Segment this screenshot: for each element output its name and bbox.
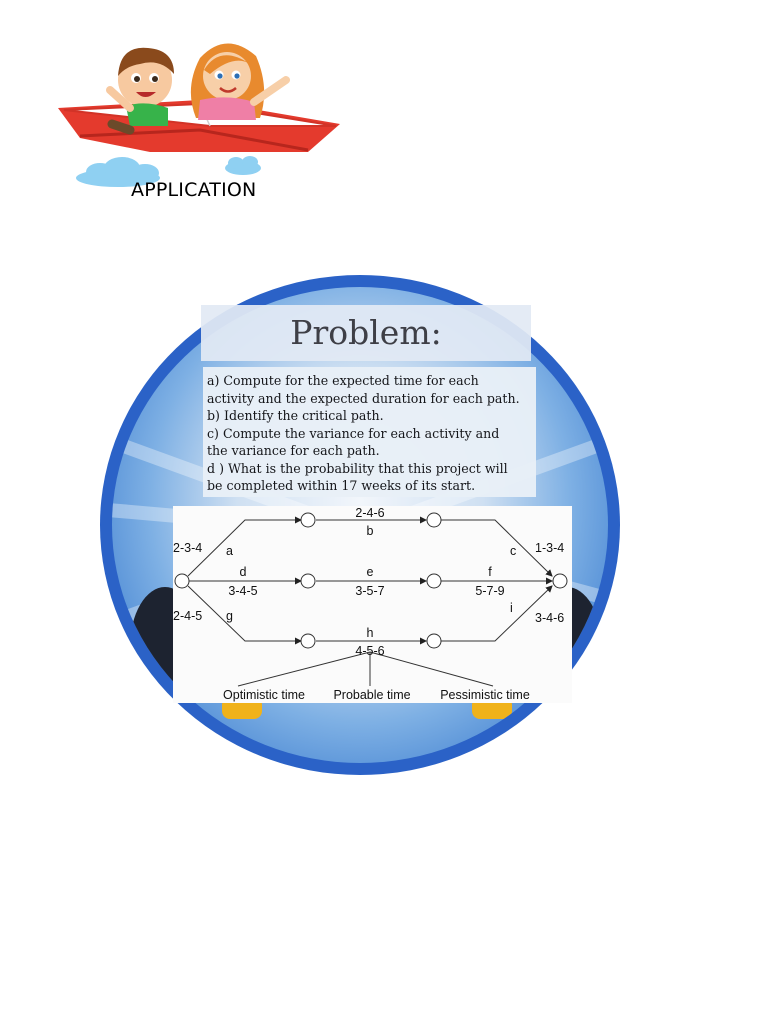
question-line: activity and the expected duration for each path. <box>207 390 520 406</box>
node-bot-1 <box>301 634 315 648</box>
activity-d-times: 3-4-5 <box>228 584 258 598</box>
node-mid-1 <box>301 574 315 588</box>
activity-f-times: 5-7-9 <box>475 584 505 598</box>
node-top-1 <box>301 513 315 527</box>
kids-on-book-illustration <box>50 30 350 195</box>
problem-title: Problem: <box>290 313 442 352</box>
node-mid-2 <box>427 574 441 588</box>
question-line: d ) What is the probability that this project will <box>207 460 508 476</box>
node-bot-2 <box>427 634 441 648</box>
question-line: a) Compute for the expected time for each <box>207 373 479 388</box>
activity-g-times: 2-4-5 <box>173 609 203 623</box>
activity-e-name: e <box>366 565 374 579</box>
activity-a-name: a <box>226 544 233 558</box>
activity-a-times: 2-3-4 <box>173 541 203 555</box>
pert-network-diagram <box>173 506 572 703</box>
activity-d-name: d <box>239 565 247 579</box>
activity-c-times: 1-3-4 <box>535 541 565 555</box>
legend-optimistic: Optimistic time <box>223 688 305 702</box>
application-heading: APPLICATION <box>131 179 257 201</box>
activity-f-name: f <box>488 565 492 579</box>
question-line: b) Identify the critical path. <box>207 408 384 423</box>
problem-questions <box>203 367 536 497</box>
activity-i-times: 3-4-6 <box>535 611 565 625</box>
node-end <box>553 574 567 588</box>
activity-i-name: i <box>510 601 513 615</box>
node-start <box>175 574 189 588</box>
legend-pessimistic: Pessimistic time <box>440 688 530 702</box>
activity-e-times: 3-5-7 <box>355 584 385 598</box>
activity-h-name: h <box>366 626 374 640</box>
activity-h-times: 4-5-6 <box>355 644 385 658</box>
activity-b-times: 2-4-6 <box>355 506 385 520</box>
activity-c-name: c <box>510 544 517 558</box>
question-line: be completed within 17 weeks of its start. <box>207 478 476 493</box>
activity-g-name: g <box>226 609 233 623</box>
legend-probable: Probable time <box>333 688 411 702</box>
problem-title-box <box>201 305 531 361</box>
node-top-2 <box>427 513 441 527</box>
question-line: c) Compute the variance for each activity and <box>207 425 500 441</box>
question-line: the variance for each path. <box>207 443 380 458</box>
activity-b-name: b <box>366 524 374 538</box>
